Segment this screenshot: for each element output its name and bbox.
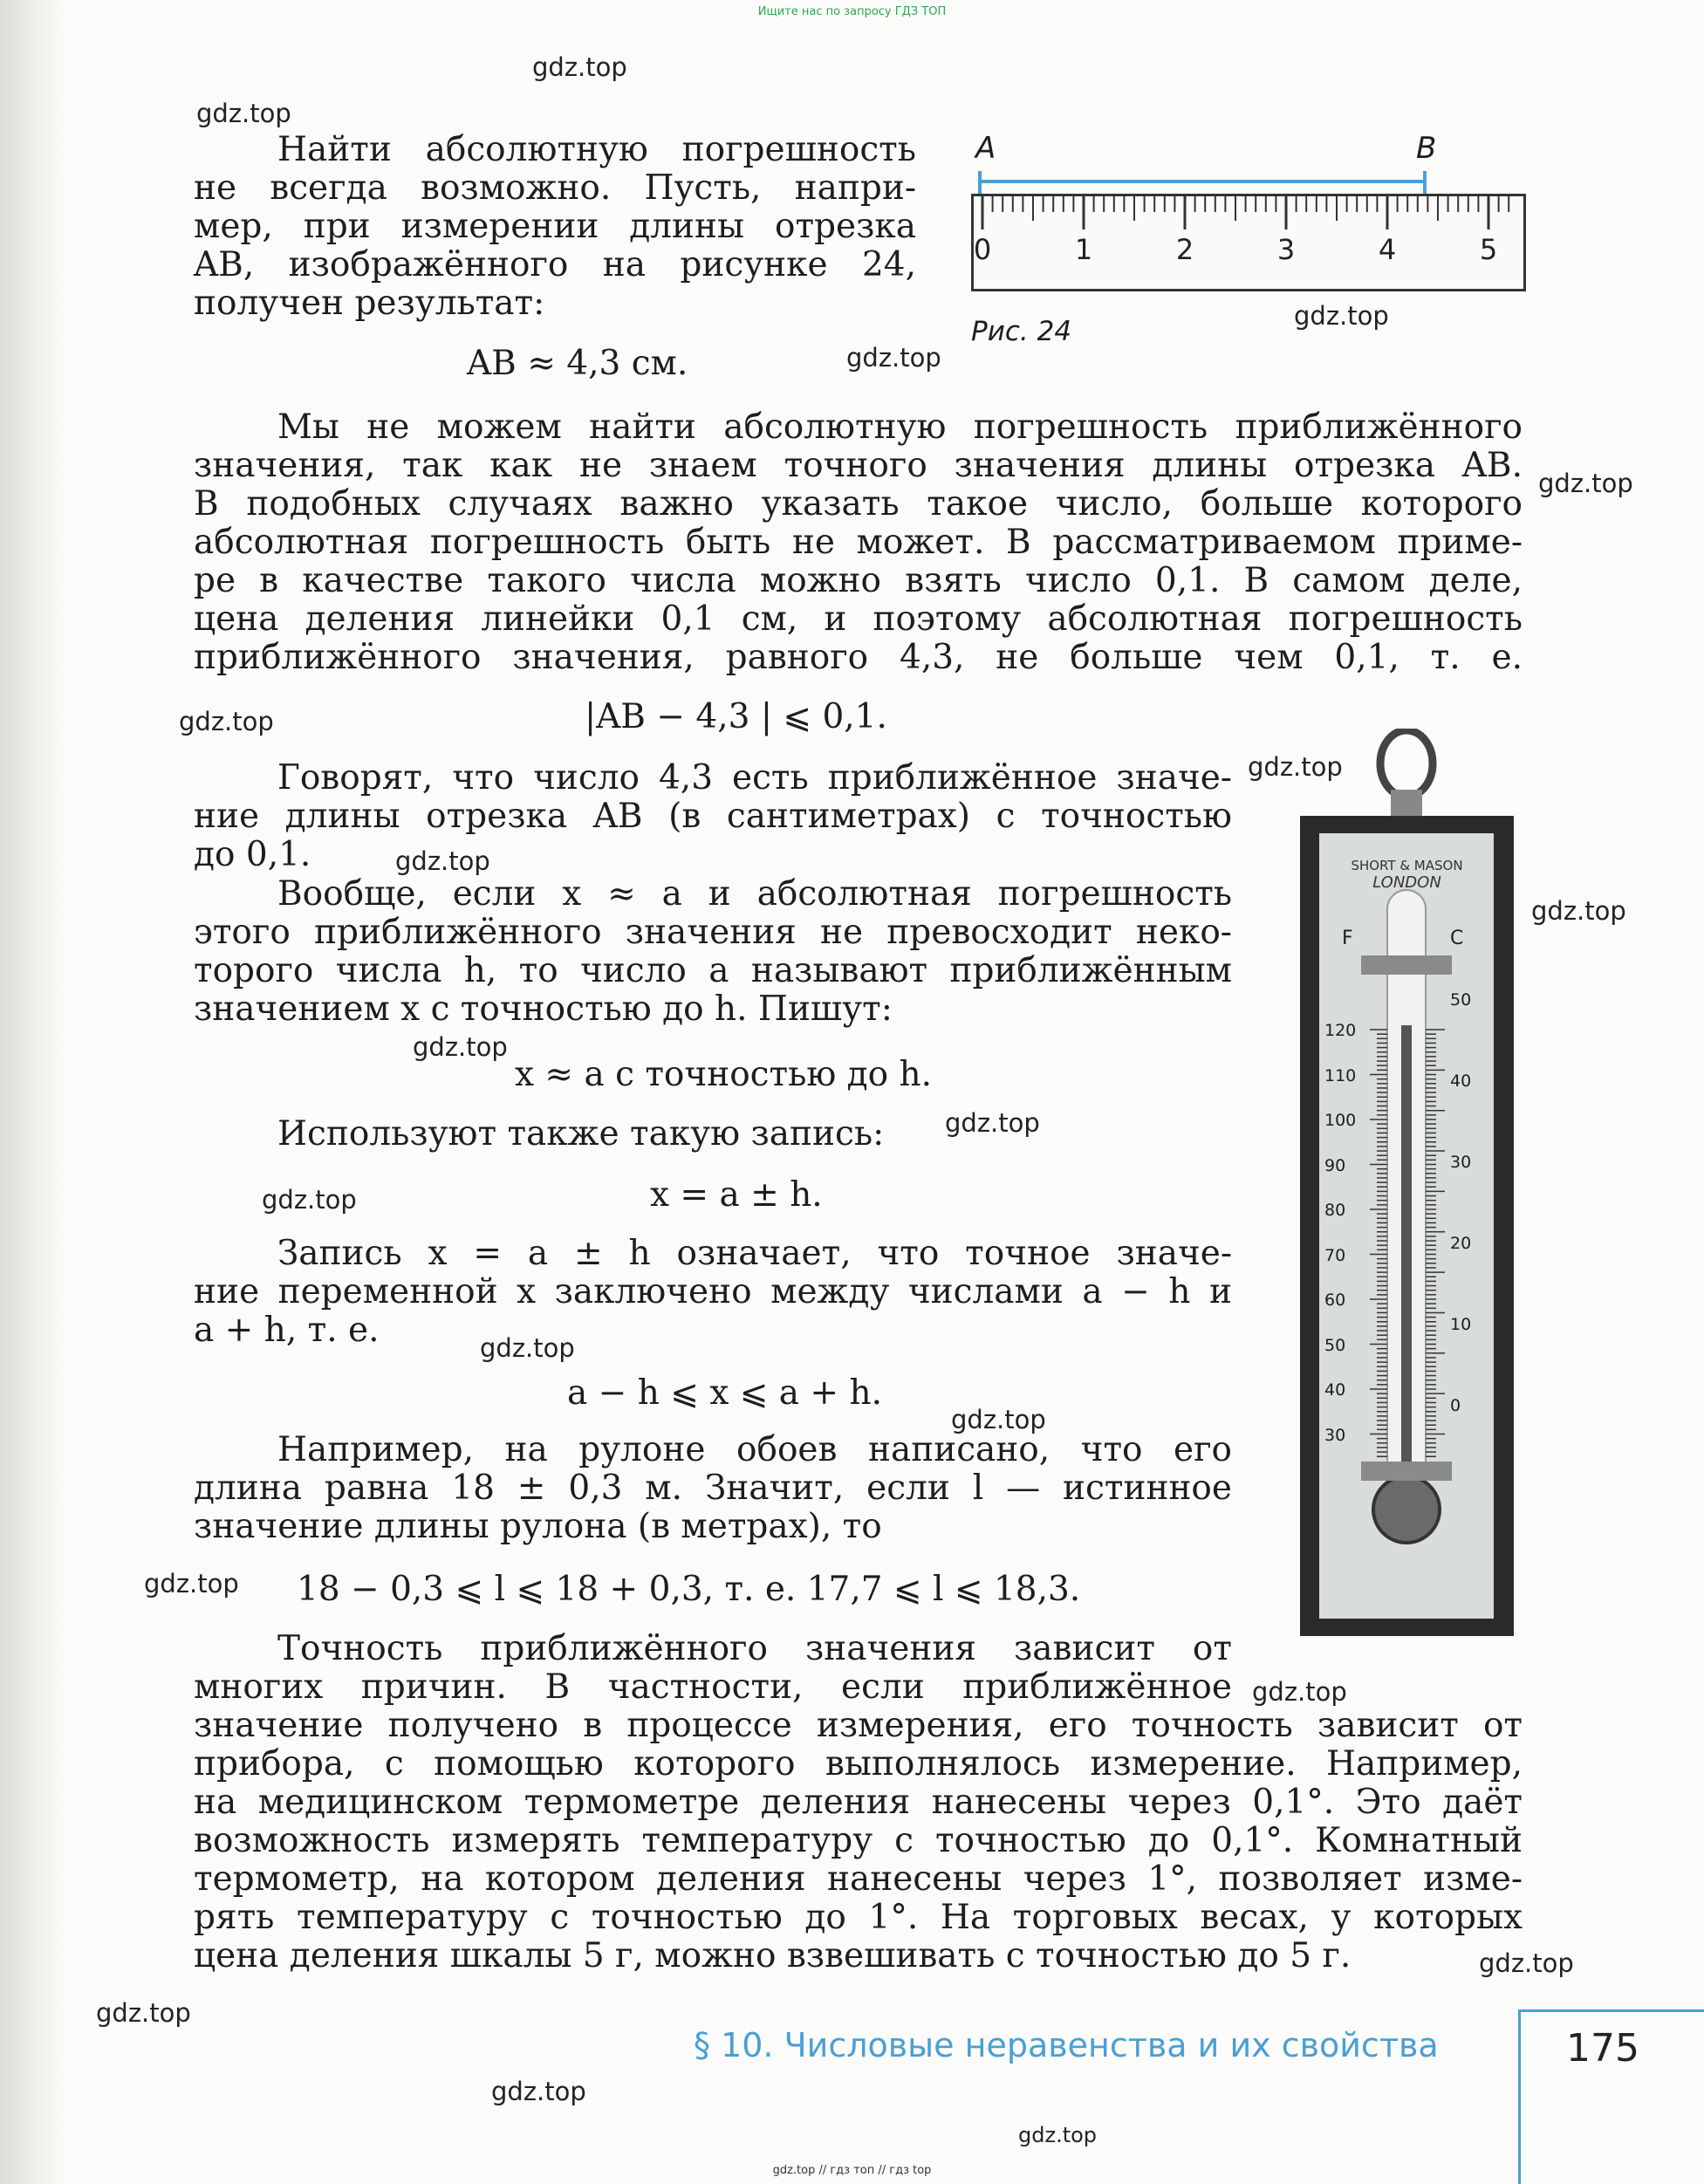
- text-line: значением x с точностью до h. Пишут:: [194, 989, 893, 1029]
- formula-approx-precision: x ≈ a с точностью до h.: [515, 1055, 933, 1094]
- celsius-scale-label: 10: [1450, 1315, 1472, 1334]
- paragraph-8: [194, 1630, 1523, 1975]
- watermark: gdz.top: [480, 1333, 575, 1363]
- fahrenheit-scale-label: 30: [1324, 1425, 1346, 1445]
- page-edge-shadow: [0, 0, 70, 2184]
- formula-interval: a − h ⩽ x ⩽ a + h.: [567, 1373, 883, 1413]
- watermark: gdz.top: [144, 1569, 239, 1599]
- text-line: значение длины рулона (в метрах), то: [194, 1507, 882, 1546]
- celsius-scale-label: 20: [1450, 1234, 1472, 1253]
- point-a-label: A: [975, 131, 996, 166]
- top-banner: Ищите нас по запросу ГДЗ ТОП: [757, 5, 947, 18]
- fahrenheit-scale-label: 110: [1324, 1065, 1357, 1085]
- watermark: gdz.top: [1248, 752, 1343, 782]
- watermark: gdz.top: [395, 846, 490, 876]
- celsius-scale-label: 0: [1450, 1396, 1461, 1415]
- text-line: Говорят, что число 4,3 есть приближённое значе-: [277, 758, 1232, 798]
- text-line: Например, на рулоне обоев написано, что его: [277, 1430, 1232, 1469]
- text-line: многих причин. В частности, если приближённое: [194, 1667, 1232, 1707]
- paragraph-7: [194, 1431, 1232, 1546]
- watermark: gdz.top: [846, 343, 941, 373]
- watermark: gdz.top: [1531, 896, 1626, 926]
- watermark: gdz.top: [1294, 301, 1389, 331]
- ruler-tick-label: 3: [1276, 233, 1296, 266]
- watermark: gdz.top: [179, 707, 274, 736]
- watermark: gdz.top: [1538, 469, 1633, 498]
- text-line: Запись x = a ± h означает, что точное значе-: [277, 1234, 1232, 1273]
- ruler-tick-label: 2: [1175, 233, 1194, 266]
- formula-abs-error: |AB − 4,3 | ⩽ 0,1.: [585, 697, 887, 736]
- fahrenheit-scale-label: 50: [1324, 1335, 1346, 1355]
- watermark: gdz.top: [1479, 1948, 1574, 1978]
- celsius-scale-label: 30: [1450, 1153, 1472, 1172]
- ruler-tick-label: 5: [1479, 233, 1498, 266]
- text-line: цена деления линейки 0,1 см, и поэтому абсолютная погрешность: [194, 599, 1523, 639]
- watermark: gdz.top: [96, 1998, 191, 2028]
- text-line: этого приближённого значения не превосходит неко-: [194, 913, 1232, 952]
- ruler-tick-label: 4: [1378, 233, 1397, 266]
- fahrenheit-scale-label: 40: [1324, 1380, 1346, 1400]
- paragraph-5: Используют также такую запись:: [277, 1114, 885, 1154]
- ruler-tick-label: 1: [1074, 233, 1093, 266]
- watermark: gdz.top: [1252, 1677, 1347, 1707]
- fahrenheit-scale-label: 100: [1324, 1111, 1357, 1130]
- text-line: торого числа h, то число a называют приближённым: [194, 951, 1232, 990]
- fahrenheit-scale-label: 80: [1324, 1201, 1346, 1220]
- paragraph-2: [194, 408, 1523, 677]
- text-line: AB, изображённого на рисунке 24,: [194, 245, 916, 284]
- text-line: В подобных случаях важно указать такое число, больше которого: [194, 484, 1523, 524]
- figure-caption: Рис. 24: [971, 316, 1072, 347]
- fahrenheit-scale-label: 60: [1324, 1291, 1346, 1310]
- section-title: § 10. Числовые неравенства и их свойства: [694, 2026, 1439, 2064]
- paragraph-1: [194, 131, 916, 323]
- formula-plus-minus: x = a ± h.: [650, 1175, 823, 1215]
- thermometer-brand: [1300, 858, 1514, 892]
- text-line: ние переменной x заключено между числами a − h и: [194, 1272, 1232, 1311]
- text-line: цена деления шкалы 5 г, можно взвешивать с точностью до 5 г.: [194, 1936, 1352, 1975]
- watermark: gdz.top: [1018, 2123, 1098, 2147]
- text-line: ре в качестве такого числа можно взять число 0,1. В самом деле,: [194, 561, 1523, 600]
- footer-divider-vertical: [1518, 2009, 1521, 2184]
- text-line: абсолютная погрешность быть не может. В рассматриваемом приме-: [194, 523, 1523, 562]
- text-line: Точность приближённого значения зависит от: [277, 1629, 1232, 1668]
- thermometer-illustration: [1300, 729, 1514, 1636]
- watermark: gdz.top: [413, 1032, 508, 1062]
- brand-line-1: SHORT & MASON: [1351, 858, 1463, 873]
- bottom-banner: gdz.top // гдз топ // гдз top: [772, 2164, 932, 2177]
- paragraph-4: [194, 875, 1232, 1029]
- fahrenheit-scale-label: 70: [1324, 1245, 1346, 1265]
- text-line: не всегда возможно. Пусть, напри-: [194, 168, 916, 208]
- ruler-tick-label: 0: [974, 233, 992, 266]
- formula-ab-approx: AB ≈ 4,3 см.: [467, 344, 688, 383]
- watermark: gdz.top: [196, 99, 291, 128]
- watermark: gdz.top: [951, 1405, 1046, 1434]
- ruler-scale: [974, 196, 1523, 289]
- celsius-scale-label: 50: [1450, 990, 1472, 1010]
- celsius-scale-label: 40: [1450, 1071, 1472, 1091]
- text-line: термометр, на котором деления нанесены через 1°, позволяет изме-: [194, 1859, 1523, 1899]
- figure-24: [971, 131, 1529, 366]
- footer-divider: [1518, 2009, 1704, 2012]
- text-line: Мы не можем найти абсолютную погрешность приближённого: [277, 407, 1523, 447]
- text-line: на медицинском термометре деления нанесены через 0,1°. Это даёт: [194, 1783, 1523, 1822]
- fahrenheit-scale-label: 90: [1324, 1155, 1346, 1175]
- celsius-label: C: [1450, 928, 1464, 949]
- paragraph-6: [194, 1235, 1232, 1350]
- page-number: 175: [1566, 2026, 1639, 2071]
- ruler: [971, 194, 1526, 291]
- text-line: a + h, т. е.: [194, 1311, 380, 1350]
- paragraph-3: [194, 759, 1232, 874]
- fahrenheit-scale-label: 120: [1324, 1021, 1357, 1040]
- point-b-label: B: [1416, 131, 1437, 166]
- text-line: длина равна 18 ± 0,3 м. Значит, если l — истинное: [194, 1469, 1232, 1508]
- text-line: возможность измерять температуру с точностью до 0,1°. Комнатный: [194, 1821, 1523, 1860]
- text-line: значение получено в процессе измерения, его точность зависит от: [194, 1706, 1523, 1745]
- brand-line-2: LONDON: [1372, 873, 1441, 892]
- formula-wallpaper: 18 − 0,3 ⩽ l ⩽ 18 + 0,3, т. е. 17,7 ⩽ l ⩽ 18,3.: [297, 1570, 1081, 1609]
- text-line: прибора, с помощью которого выполнялось измерение. Например,: [194, 1744, 1523, 1783]
- fahrenheit-label: F: [1342, 928, 1353, 949]
- text-line: мер, при измерении длины отрезка: [194, 207, 916, 246]
- watermark: gdz.top: [262, 1185, 357, 1215]
- text-line: Найти абсолютную погрешность: [277, 130, 916, 169]
- text-line: значения, так как не знаем точного значения длины отрезка AB.: [194, 446, 1523, 485]
- text-line: рять температуру с точностью до 1°. На торговых весах, у которых: [194, 1898, 1523, 1937]
- text-line: приближённого значения, равного 4,3, не больше чем 0,1, т. е.: [194, 638, 1523, 677]
- text-line: ние длины отрезка AB (в сантиметрах) с точностью: [194, 797, 1232, 836]
- text-line: получен результат:: [194, 284, 545, 323]
- text-line: Вообще, если x ≈ a и абсолютная погрешность: [277, 874, 1232, 914]
- watermark: gdz.top: [945, 1108, 1040, 1138]
- watermark: gdz.top: [532, 52, 627, 82]
- watermark: gdz.top: [491, 2077, 586, 2106]
- text-line: до 0,1.: [194, 835, 311, 874]
